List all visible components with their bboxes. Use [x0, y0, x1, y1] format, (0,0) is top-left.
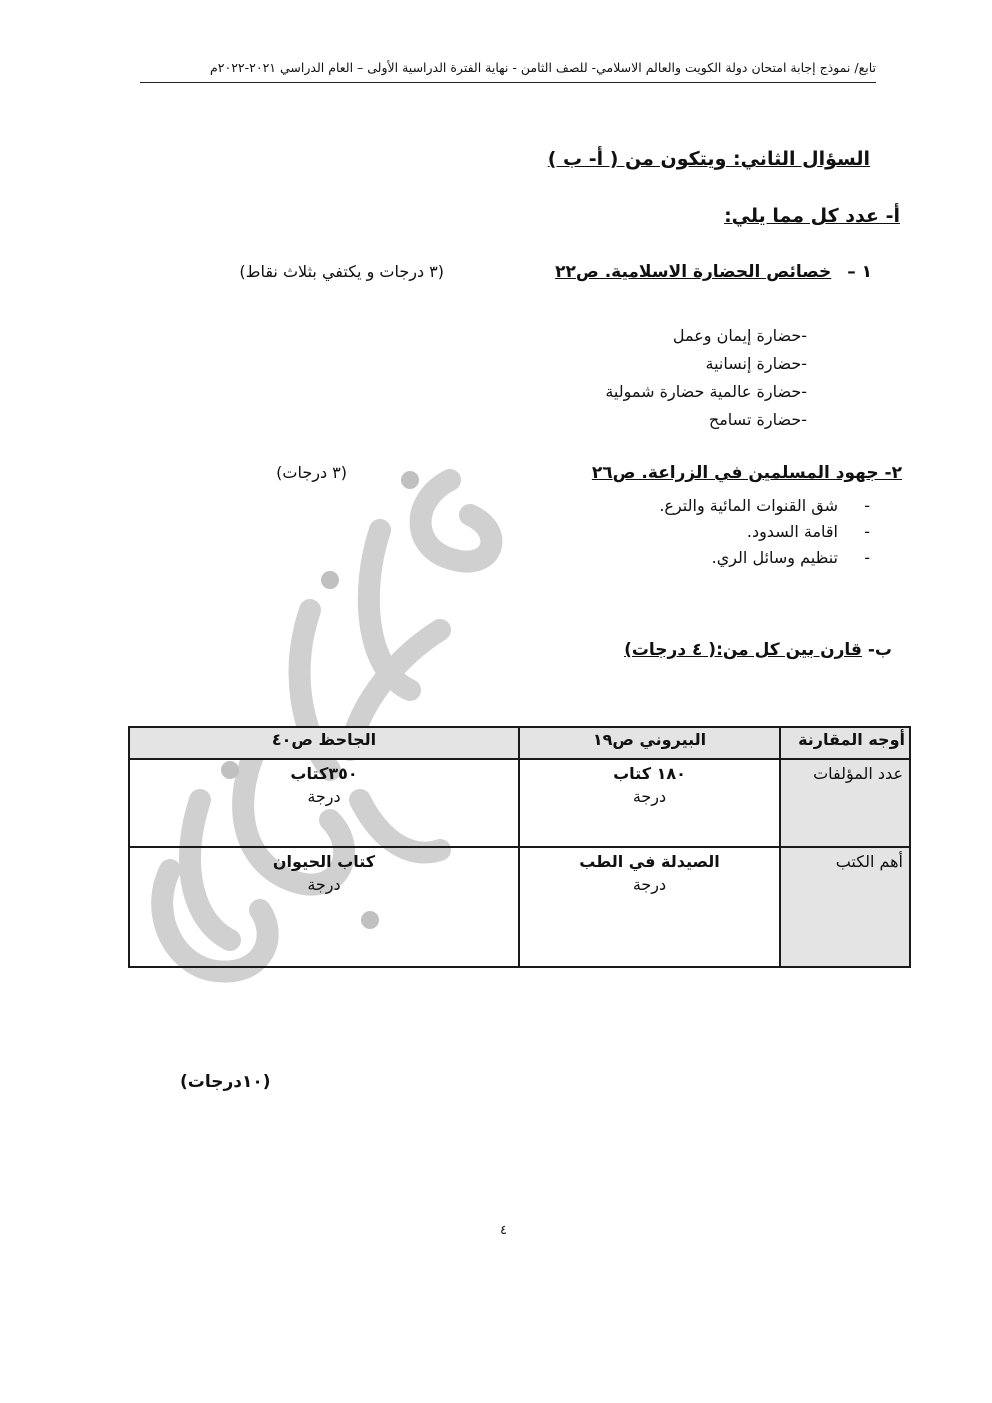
- list-item: -حضارة إنسانية: [705, 354, 807, 373]
- section-b-prefix: ب-: [867, 640, 892, 660]
- cell-grade: درجة: [632, 875, 667, 894]
- cell-answer: كتاب الحيوان: [272, 852, 376, 871]
- list-item: [659, 519, 870, 545]
- list-item: [659, 545, 870, 571]
- list-item: -حضارة إيمان وعمل: [672, 326, 807, 345]
- cell-grade: درجة: [632, 787, 667, 806]
- table-header-row: [129, 727, 910, 759]
- item1-marks: (٣ درجات و يكتفي بثلاث نقاط): [239, 262, 444, 281]
- total-marks: (١٠درجات): [180, 1072, 271, 1092]
- list-item-text: تنظيم وسائل الري.: [711, 548, 838, 567]
- biruni-cell: [519, 759, 780, 847]
- item1-heading: [555, 262, 872, 282]
- cell-grade: درجة: [307, 787, 341, 806]
- cell-answer: ١٨٠ كتاب: [613, 764, 686, 783]
- row-label: عدد المؤلفات: [780, 759, 910, 847]
- list-item-text: اقامة السدود.: [746, 522, 838, 541]
- jahiz-cell: [129, 847, 519, 967]
- cell-answer: الصيدلة في الطب: [579, 852, 720, 871]
- comparison-table: [128, 726, 911, 968]
- bullet: -: [864, 548, 870, 567]
- item1-number: ١ –: [847, 262, 872, 282]
- section-b-title: [624, 640, 892, 660]
- item2-heading: ٢- جهود المسلمين في الزراعة. ص٢٦: [591, 463, 902, 483]
- section-b-text: قارن بين كل من:( ٤ درجات): [624, 640, 862, 660]
- bullet: -: [864, 522, 870, 541]
- item2-marks: (٣ درجات): [276, 463, 347, 482]
- section-a-title: أ- عدد كل مما يلي:: [724, 205, 900, 227]
- item1-answer-list: [605, 322, 807, 434]
- list-item: [659, 493, 870, 519]
- bullet: -: [864, 496, 870, 515]
- list-item: -حضارة عالمية حضارة شمولية: [605, 382, 807, 401]
- header-biruni: البيروني ص١٩: [519, 727, 780, 759]
- item2-answer-list: [659, 493, 870, 571]
- page-header: تابع/ نموذج إجابة امتحان دولة الكويت والعالم الاسلامي- للصف الثامن - نهاية الفترة الدراسية الأولى – العام الدراسي ٢٠٢١-٢٠٢٢م: [140, 60, 876, 83]
- row-label: أهم الكتب: [780, 847, 910, 967]
- list-item: -حضارة تسامح: [708, 410, 807, 429]
- list-item-text: شق القنوات المائية والترع.: [659, 496, 838, 515]
- header-jahiz: الجاحظ ص٤٠: [129, 727, 519, 759]
- cell-grade: درجة: [307, 875, 341, 894]
- item1-text: خصائص الحضارة الاسلامية. ص٢٢: [555, 262, 832, 282]
- page-number: ٤: [500, 1223, 507, 1238]
- jahiz-cell: [129, 759, 519, 847]
- biruni-cell: [519, 847, 780, 967]
- question-title: السؤال الثاني: ويتكون من ( أ- ب ): [547, 148, 870, 170]
- header-aspect: أوجه المقارنة: [780, 727, 910, 759]
- cell-answer: ٣٥٠كتاب: [290, 764, 358, 783]
- table-row: [129, 759, 910, 847]
- table-row: [129, 847, 910, 967]
